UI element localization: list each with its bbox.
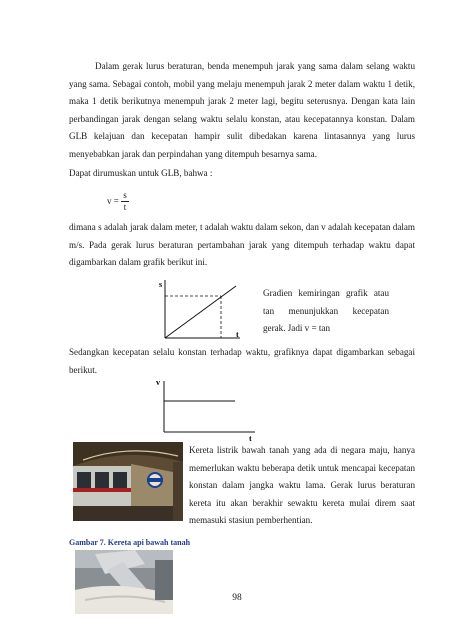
paragraph-velocity-graph: Sedangkan kecepatan selalu konstan terhadap waktu, grafiknya dapat digambarkan sebagai berikut. [69,347,415,375]
figure-caption: Gambar 7. Kereta api bawah tanah [69,538,191,547]
formula-lhs: v = [107,196,119,206]
formula-intro: Dapat dirumuskan untuk GLB, bahwa : [69,168,213,178]
paragraph-glb-intro: Dalam gerak lurus beraturan, benda menempuh jarak yang sama dalam selang waktu yang sama. Sebagai contoh, mobil yang melaju menempuh jarak 2 meter dalam waktu 1 detik, maka 1 detik berikutnya menempuh jarak 2 meter lagi, begitu seterusnya. Dengan kata lain perbandingan jarak dengan selang waktu selalu konstan, atau kecepatannya konstan. Dalam GLB kelajuan dan kecepatan hampir sulit dibedakan karena lintasannya yang lurus menyebabkan jarak dan perpindahan yang ditempuh besarnya sama. [69,61,415,159]
graph1-y-label: s [159,280,163,289]
kereta-description: Kereta listrik bawah tanah yang ada di negara maju, hanya memerlukan waktu beberapa detik untuk mencapai kecepatan konstan dalam jangka waktu lama. Gerak lurus beraturan kereta itu akan berakhir sewaktu kereta mulai direm saat memasuki stasiun pemberhentian. [189,445,415,526]
subway-train-photo [73,442,183,521]
conveyor-photo [75,550,173,614]
graph1-line [165,286,236,338]
formula-numerator: s [123,190,127,200]
page-number: 98 [232,593,242,603]
graph-velocity-time [155,375,265,445]
paragraph-definitions: dimana s adalah jarak dalam meter, t adalah waktu dalam sekon, dan v adalah kecepatan dalam m/s. Pada gerak lurus beraturan pertambahan jarak yang ditempuh terhadap waktu dapat digambarkan dalam grafik berikut ini. [69,222,415,268]
graph2-y-label: v [156,378,160,387]
graph1-x-label: t [236,330,239,339]
graph2-x-label: t [249,434,252,443]
gradient-explanation: Gradien kemiringan grafik atau tan menunjukkan kecepatan gerak. Jadi v = tan [263,288,389,334]
graph-distance-time [158,276,248,346]
formula-denominator: t [123,202,127,212]
